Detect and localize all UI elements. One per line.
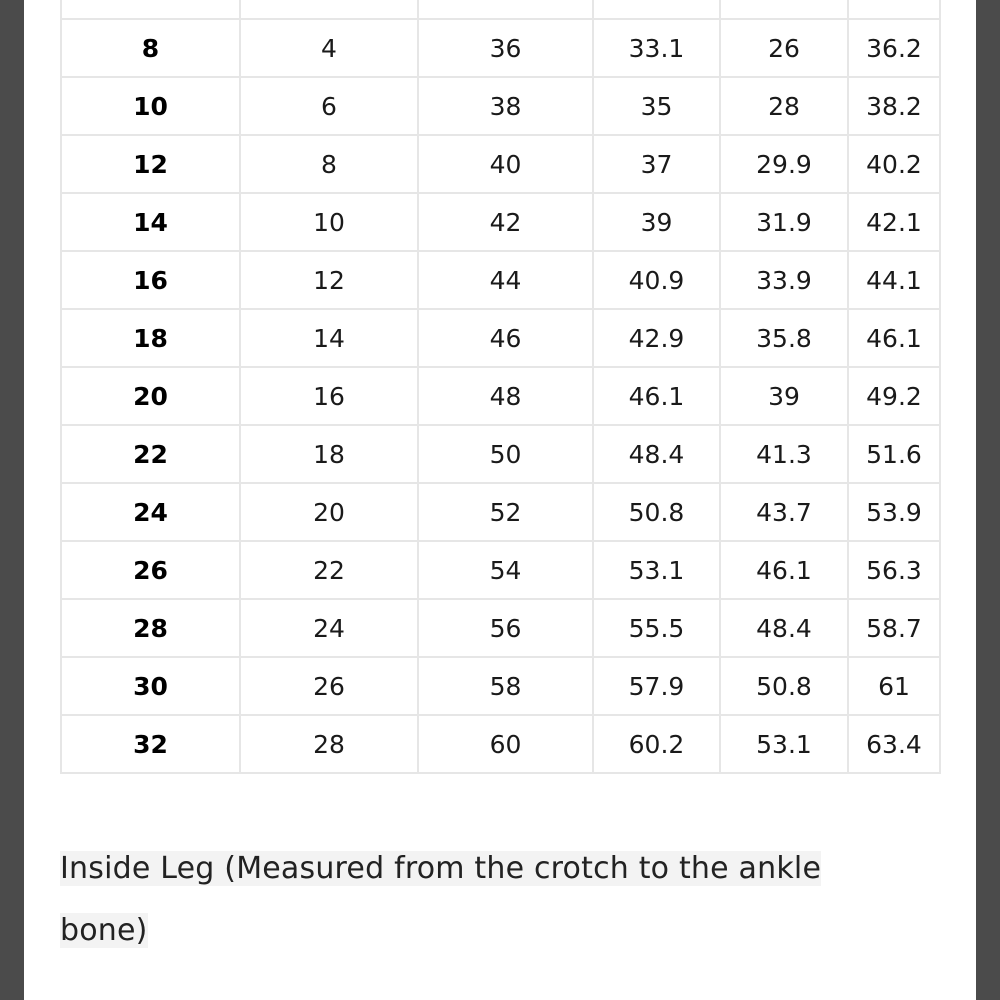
table-cell: 35.8 <box>720 309 848 367</box>
table-cell: 12 <box>240 251 418 309</box>
table-cell: 40.9 <box>593 251 720 309</box>
table-cell-uk-size: 26 <box>61 541 240 599</box>
table-row <box>61 715 940 773</box>
table-cell: 42.9 <box>593 309 720 367</box>
table-cell: 63.4 <box>848 715 940 773</box>
table-cell: 39 <box>593 193 720 251</box>
table-cell: 36 <box>418 19 593 77</box>
size-guide-page <box>24 0 976 1000</box>
table-cell: 42.1 <box>848 193 940 251</box>
table-cell: 53.1 <box>593 541 720 599</box>
table-cell: 18 <box>240 425 418 483</box>
table-cell: 50.8 <box>593 483 720 541</box>
table-cell: 54 <box>418 541 593 599</box>
table-row <box>61 541 940 599</box>
table-cell: 36.2 <box>848 19 940 77</box>
table-cell: 22 <box>240 541 418 599</box>
table-cell: 60.2 <box>593 715 720 773</box>
table-cell: 60 <box>418 715 593 773</box>
table-cell: 49.2 <box>848 367 940 425</box>
note-line-2: bone) <box>60 913 148 948</box>
table-cell: 40 <box>418 135 593 193</box>
table-cell: 4 <box>240 19 418 77</box>
table-cell: 39 <box>720 367 848 425</box>
table-cell <box>593 0 720 19</box>
table-cell: 28 <box>720 77 848 135</box>
table-cell-uk-size: 18 <box>61 309 240 367</box>
table-cell-uk-size <box>61 0 240 19</box>
size-table <box>60 0 941 774</box>
table-cell: 37 <box>593 135 720 193</box>
table-cell: 56.3 <box>848 541 940 599</box>
table-cell-uk-size: 30 <box>61 657 240 715</box>
table-cell: 44.1 <box>848 251 940 309</box>
table-row <box>61 657 940 715</box>
table-cell: 46.1 <box>720 541 848 599</box>
table-cell: 40.2 <box>848 135 940 193</box>
table-cell: 6 <box>240 77 418 135</box>
table-cell-uk-size: 24 <box>61 483 240 541</box>
table-cell-uk-size: 8 <box>61 19 240 77</box>
table-cell: 35 <box>593 77 720 135</box>
table-cell-uk-size: 14 <box>61 193 240 251</box>
table-row <box>61 19 940 77</box>
table-cell: 41.3 <box>720 425 848 483</box>
table-cell-uk-size: 10 <box>61 77 240 135</box>
table-cell: 16 <box>240 367 418 425</box>
inside-leg-note <box>60 838 860 962</box>
table-cell: 33.9 <box>720 251 848 309</box>
table-cell <box>418 0 593 19</box>
table-cell: 46.1 <box>593 367 720 425</box>
table-cell: 57.9 <box>593 657 720 715</box>
table-cell-uk-size: 20 <box>61 367 240 425</box>
table-cell: 20 <box>240 483 418 541</box>
table-cell-uk-size: 28 <box>61 599 240 657</box>
table-cell <box>848 0 940 19</box>
table-row <box>61 193 940 251</box>
table-cell: 53.1 <box>720 715 848 773</box>
table-cell: 48 <box>418 367 593 425</box>
table-cell-uk-size: 12 <box>61 135 240 193</box>
table-cell: 53.9 <box>848 483 940 541</box>
table-cell: 51.6 <box>848 425 940 483</box>
table-cell: 42 <box>418 193 593 251</box>
table-row <box>61 251 940 309</box>
table-row <box>61 483 940 541</box>
table-row <box>61 135 940 193</box>
table-row <box>61 599 940 657</box>
table-cell: 46 <box>418 309 593 367</box>
table-cell: 43.7 <box>720 483 848 541</box>
table-cell: 48.4 <box>720 599 848 657</box>
table-row <box>61 77 940 135</box>
table-cell: 56 <box>418 599 593 657</box>
table-cell: 58.7 <box>848 599 940 657</box>
table-cell: 24 <box>240 599 418 657</box>
table-cell: 46.1 <box>848 309 940 367</box>
table-cell: 52 <box>418 483 593 541</box>
table-cell: 8 <box>240 135 418 193</box>
table-cell: 44 <box>418 251 593 309</box>
table-cell: 33.1 <box>593 19 720 77</box>
table-cell: 50 <box>418 425 593 483</box>
table-cell: 55.5 <box>593 599 720 657</box>
note-line-1: Inside Leg (Measured from the crotch to the ankle <box>60 851 822 886</box>
table-cell <box>720 0 848 19</box>
table-cell-uk-size: 16 <box>61 251 240 309</box>
table-cell: 38.2 <box>848 77 940 135</box>
table-row <box>61 309 940 367</box>
table-row <box>61 0 940 19</box>
table-cell-uk-size: 32 <box>61 715 240 773</box>
table-row <box>61 425 940 483</box>
table-cell: 26 <box>720 19 848 77</box>
table-cell: 31.9 <box>720 193 848 251</box>
table-cell: 50.8 <box>720 657 848 715</box>
table-cell: 58 <box>418 657 593 715</box>
table-cell: 10 <box>240 193 418 251</box>
table-cell: 29.9 <box>720 135 848 193</box>
table-row <box>61 367 940 425</box>
table-cell: 26 <box>240 657 418 715</box>
table-cell: 48.4 <box>593 425 720 483</box>
table-cell <box>240 0 418 19</box>
table-cell: 14 <box>240 309 418 367</box>
table-cell-uk-size: 22 <box>61 425 240 483</box>
table-cell: 38 <box>418 77 593 135</box>
table-cell: 61 <box>848 657 940 715</box>
table-cell: 28 <box>240 715 418 773</box>
